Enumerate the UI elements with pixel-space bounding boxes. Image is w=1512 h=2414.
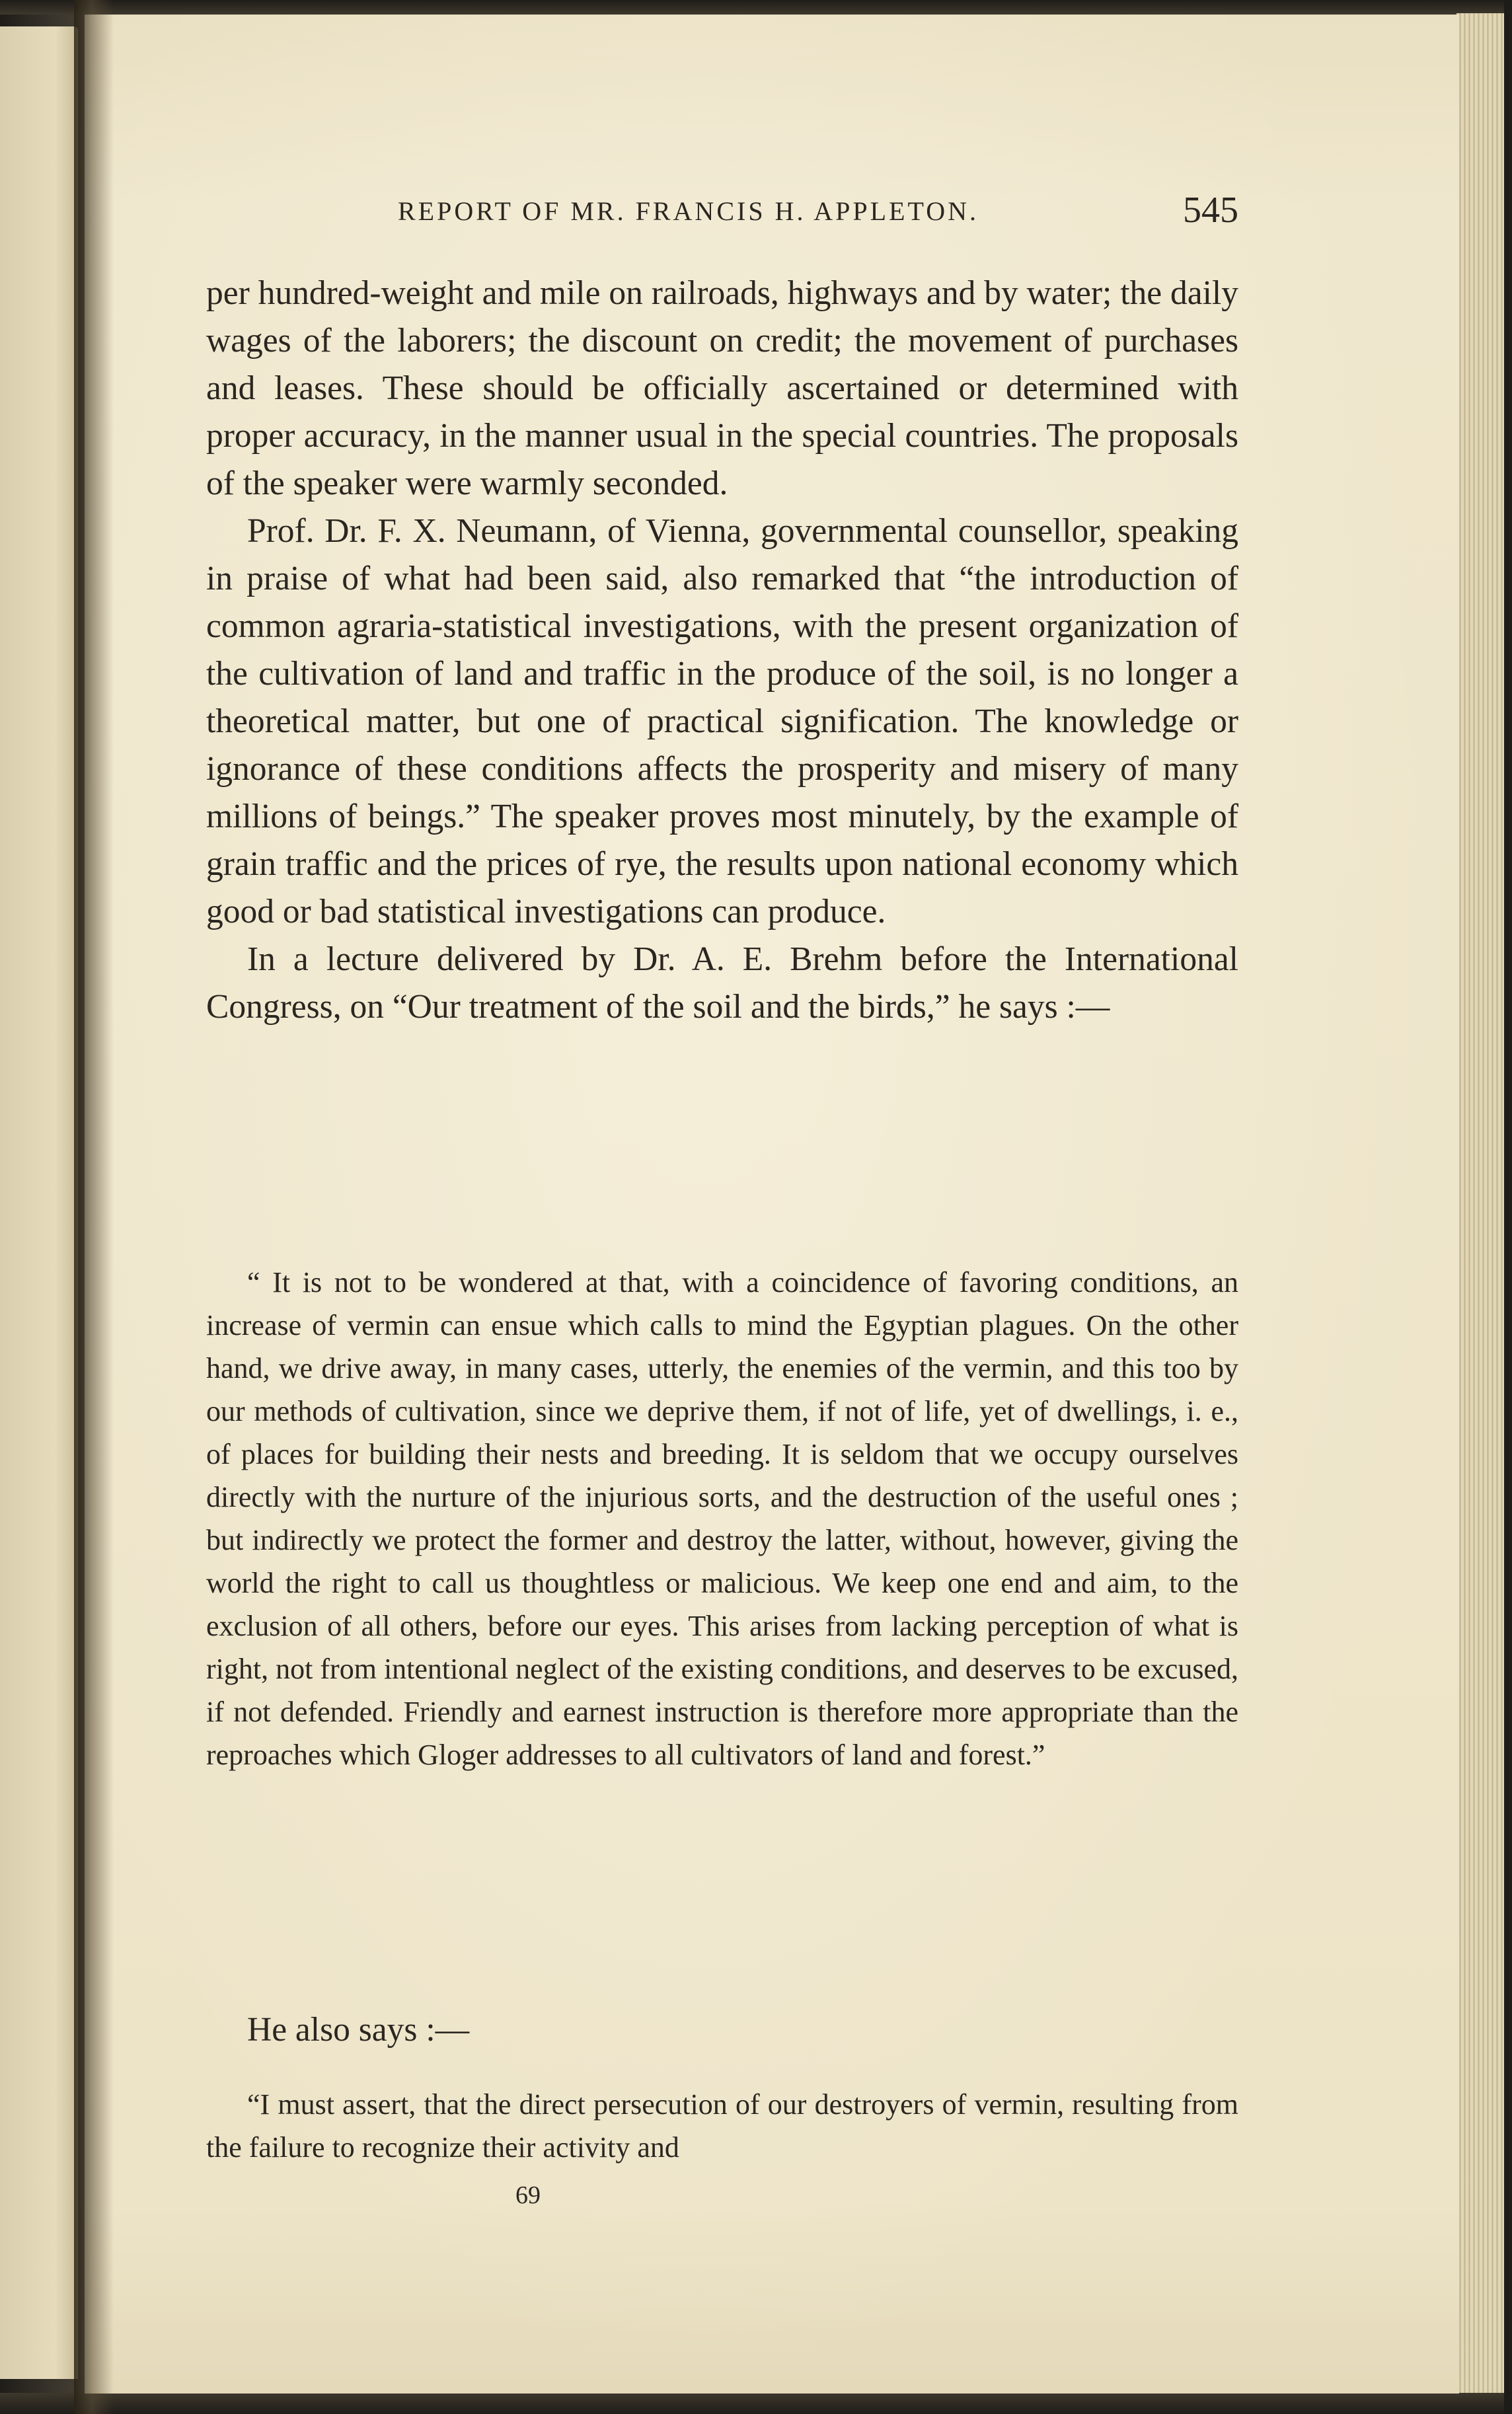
block-quote-second-text: “I must assert, that the direct persecution of our destroyers of vermin, resulting from the failure to recognize their activity and [206,2088,1238,2164]
paragraph-neumann: Prof. Dr. F. X. Neumann, of Vienna, governmental counsellor, speaking in praise of what had been said, also remarked that “the introduction of common agraria-statistical investigations, with the present organization of the cultivation of land and traffic in the produce of the soil, is no longer a theoretical matter, but one of practical signification. The knowledge or ignorance of these conditions affects the prosperity and misery of many millions of beings.” The speaker proves most minutely, by the example of grain traffic and the prices of rye, the results upon national economy which good or bad statistical investigations can produce. [206,512,1238,930]
block-quote-text: “ It is not to be wondered at that, with a coincidence of favoring conditions, an increase of vermin can ensue which calls to mind the Egyptian plagues. On the other hand, we drive away, in many cases, utterly, the enemies of the vermin, and this too by our methods of cultivation, since we deprive them, if not of life, yet of dwellings, i. e., of places for building their nests and breeding. It is seldom that we occupy ourselves directly with the nurture of the injurious sorts, and the destruction of the useful ones ; but indirectly we protect the former and destroy the latter, without, however, giving the world the right to call us thoughtless or malicious. We keep one end and aim, to the exclusion of all others, before our eyes. This arises from lacking perception of what is right, not from intentional neglect of the existing conditions, and deserves to be excused, if not defended. Friendly and earnest instruction is therefore more appropriate than the reproaches which Gloger addresses to all cultivators of land and forest.” [206,1266,1238,1771]
facing-page-edge [0,26,78,2379]
block-quote-second [206,2083,1238,2169]
gutter-shadow [74,0,114,2414]
page-header [206,189,1238,242]
paragraph-continuation: per hundred-weight and mile on railroads, highways and by water; the daily wages of the laborers; the discount on credit; the movement of purchases and leases. These should be officially ascertained or determined with proper accuracy, in the manner usual in the special countries. The proposals of the speaker were warmly seconded. [206,274,1238,502]
scan-right-edge [1504,0,1512,2414]
signature-mark: 69 [515,2181,541,2209]
scan-bottom-edge [0,2393,1512,2414]
block-quote-brehm [206,1261,1238,1776]
interstitial-line [206,2006,1238,2054]
body-text [206,270,1238,1031]
he-also-says: He also says :— [247,2011,470,2049]
paragraph-brehm: In a lecture delivered by Dr. A. E. Brehm before the International Congress, on “Our treatment of the soil and the birds,” he says :— [206,940,1238,1026]
running-head: REPORT OF MR. FRANCIS H. APPLETON. [398,196,979,226]
page-number: 545 [1183,190,1238,231]
scan-top-edge [0,0,1512,15]
